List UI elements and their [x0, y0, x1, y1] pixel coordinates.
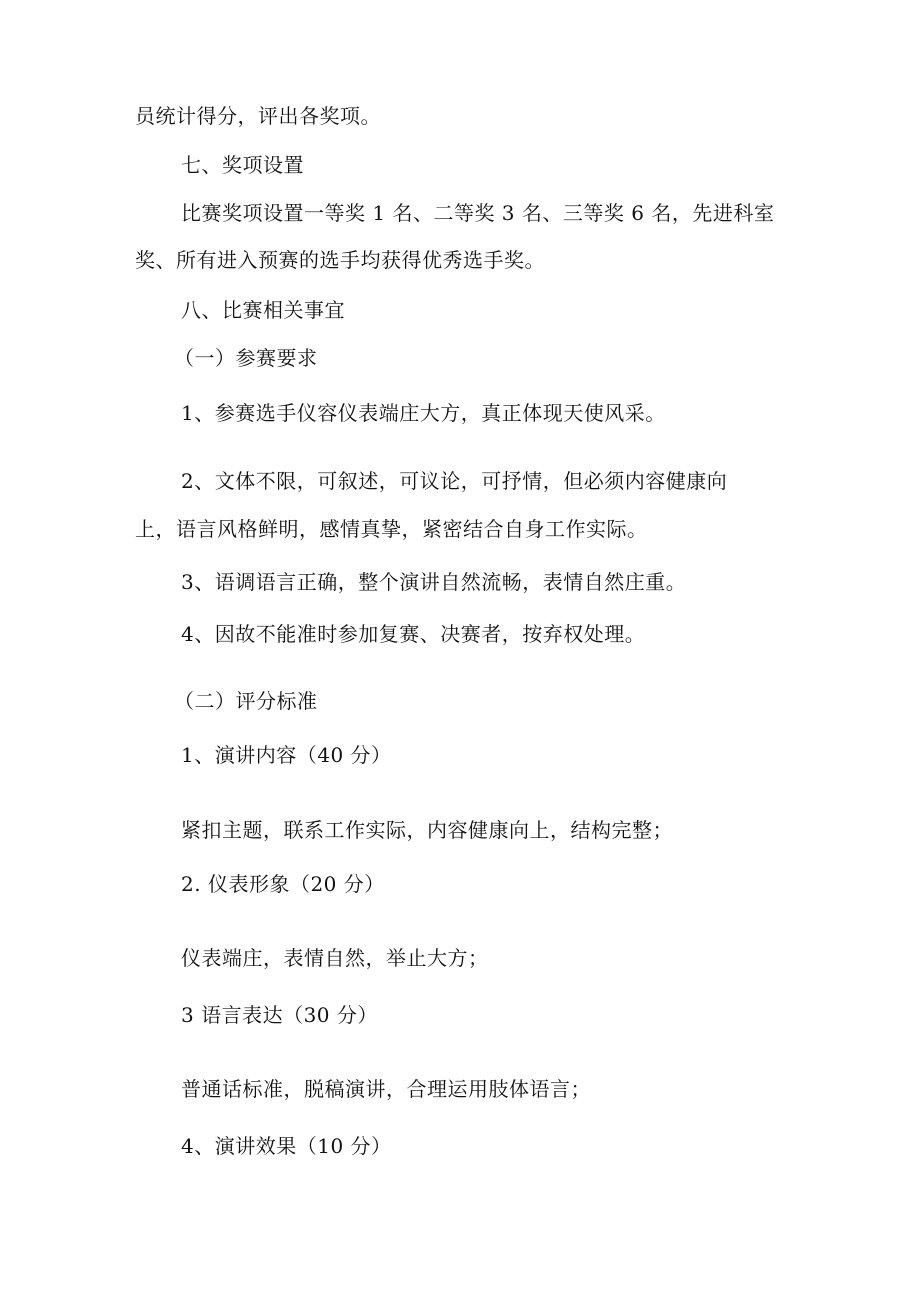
paragraph-awards-line-1: 比赛奖项设置一等奖 1 名、二等奖 3 名、三等奖 6 名，先进科室: [181, 201, 775, 225]
requirement-item-1: 1、参赛选手仪容仪表端庄大方，真正体现天使风采。: [181, 401, 666, 425]
scoring-item-3-title: 3 语言表达（30 分）: [181, 1003, 378, 1027]
requirement-item-2-line-2: 上，语言风格鲜明，感情真挚，紧密结合自身工作实际。: [135, 517, 648, 541]
requirement-item-2-line-1: 2、文体不限，可叙述，可议论，可抒情，但必须内容健康向: [181, 469, 728, 493]
requirement-item-4: 4、因故不能准时参加复赛、决赛者，按弃权处理。: [181, 622, 646, 646]
scoring-item-1-title: 1、演讲内容（40 分）: [181, 743, 392, 767]
scoring-item-2-title: 2. 仪表形象（20 分）: [181, 872, 385, 896]
subsection-heading-requirements: （一）参赛要求: [174, 346, 318, 370]
scoring-item-4-title: 4、演讲效果（10 分）: [181, 1134, 392, 1158]
paragraph-awards-line-2: 奖、所有进入预赛的选手均获得优秀选手奖。: [135, 248, 545, 272]
section-heading-awards: 七、奖项设置: [181, 153, 304, 177]
subsection-heading-scoring: （二）评分标准: [174, 689, 318, 713]
scoring-item-2-text: 仪表端庄，表情自然，举止大方；: [181, 946, 489, 970]
scoring-item-3-text: 普通话标准，脱稿演讲，合理运用肢体语言；: [181, 1077, 591, 1101]
section-heading-matters: 八、比赛相关事宜: [181, 298, 345, 322]
requirement-item-3: 3、语调语言正确，整个演讲自然流畅，表情自然庄重。: [181, 570, 687, 594]
paragraph-continuation: 员统计得分，评出各奖项。: [135, 104, 381, 128]
scoring-item-1-text: 紧扣主题，联系工作实际，内容健康向上，结构完整；: [181, 818, 673, 842]
